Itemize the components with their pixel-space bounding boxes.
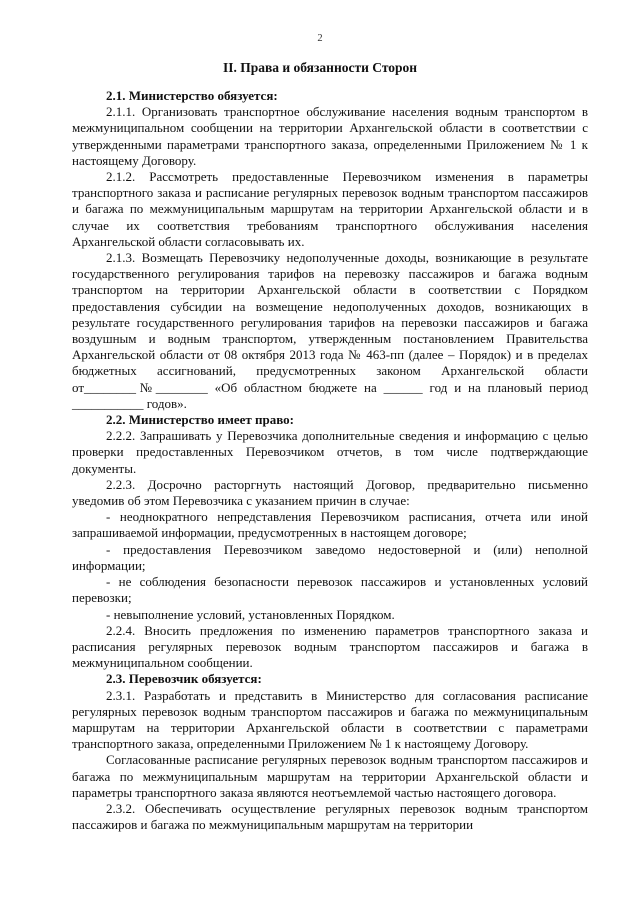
paragraph: 2.3.2. Обеспечивать осуществление регулярных перевозок водным транспортом пассажиров и багажа по межмуниципальным маршрутам на территории — [72, 800, 588, 833]
paragraph: 2.2.3. Досрочно расторгнуть настоящий Договор, предварительно письменно уведомив об этом Перевозчика с указанием причин в случае: — [72, 476, 588, 509]
paragraph: 2.1.3. Возмещать Перевозчику недополученные доходы, возникающие в результате государственного регулирования тарифов на перевозку пассажиров и багажа водным транспортом на территории Архангельской области в соответствии с Порядком предоставления субсидии на возмещение недополученных доходов, возникающих в результате государственного регулирования тарифов на перевозки пассажиров и багажа воздушным и водным транспортом, утвержденным постановлением Правительства Архангельской области от 08 октября 2013 года № 463-пп (далее – Порядок) и в пределах бюджетных ассигнований, предусмотренных законом Архангельской области от________№________ «Об областном бюджете на ______ год и на плановый период ___________ годов». — [72, 250, 588, 411]
list-item: - не соблюдения безопасности перевозок пассажиров и установленных условий перевозки; — [72, 574, 588, 606]
subsection-heading: 2.2. Министерство имеет право: — [106, 412, 294, 428]
page-number: 2 — [317, 33, 323, 44]
list-item: - предоставления Перевозчиком заведомо недостоверной и (или) неполной информации; — [72, 541, 588, 573]
subsection-heading: 2.1. Министерство обязуется: — [106, 88, 278, 103]
paragraph: 2.2.4. Вносить предложения по изменению параметров транспортного заказа и расписания регулярных перевозок водным транспортом пассажиров и багажа в межмуниципальном сообщении. — [72, 622, 588, 671]
subsection-heading: 2.3. Перевозчик обязуется: — [106, 671, 262, 687]
document-body — [72, 88, 588, 833]
section-title: II. Права и обязанности Сторон — [222, 60, 418, 75]
paragraph: 2.3.1. Разработать и представить в Министерство для согласования расписание регулярных перевозок водным транспортом пассажиров и багажа по межмуниципальным маршрутам на территории Архангельской области в соответствии с параметрами транспортного заказа, определенными Приложением № 1 к настоящему Договору. — [72, 687, 588, 752]
list-item: - невыполнение условий, установленных Порядком. — [106, 606, 395, 622]
paragraph: 2.1.2. Рассмотреть предоставленные Перевозчиком изменения в параметры транспортного заказа и расписание регулярных перевозок водным транспортом пассажиров и багажа по межмуниципальным маршрутам на территории Архангельской области и в случае их соответствия требованиям транспортного обслуживания населения Архангельской области согласовывать их. — [72, 169, 588, 249]
paragraph: 2.2.2. Запрашивать у Перевозчика дополнительные сведения и информацию с целью проверки предоставленных Перевозчиком отчетов, в том числе подтверждающие документы. — [72, 428, 588, 476]
paragraph: Согласованные расписание регулярных перевозок водным транспортом пассажиров и багажа по межмуниципальным маршрутам на территории Архангельской области и параметры транспортного заказа являются неотъемлемой частью настоящего договора. — [72, 752, 588, 800]
list-item: - неоднократного непредставления Перевозчиком расписания, отчета или иной запрашиваемой информации, предусмотренных в настоящем договоре; — [72, 509, 588, 541]
paragraph: 2.1.1. Организовать транспортное обслуживание населения водным транспортом в межмуниципальном сообщении на территории Архангельской области в соответствии с утвержденными параметрами транспортного заказа, определенными Приложением № 1 к настоящему Договору. — [72, 104, 588, 168]
